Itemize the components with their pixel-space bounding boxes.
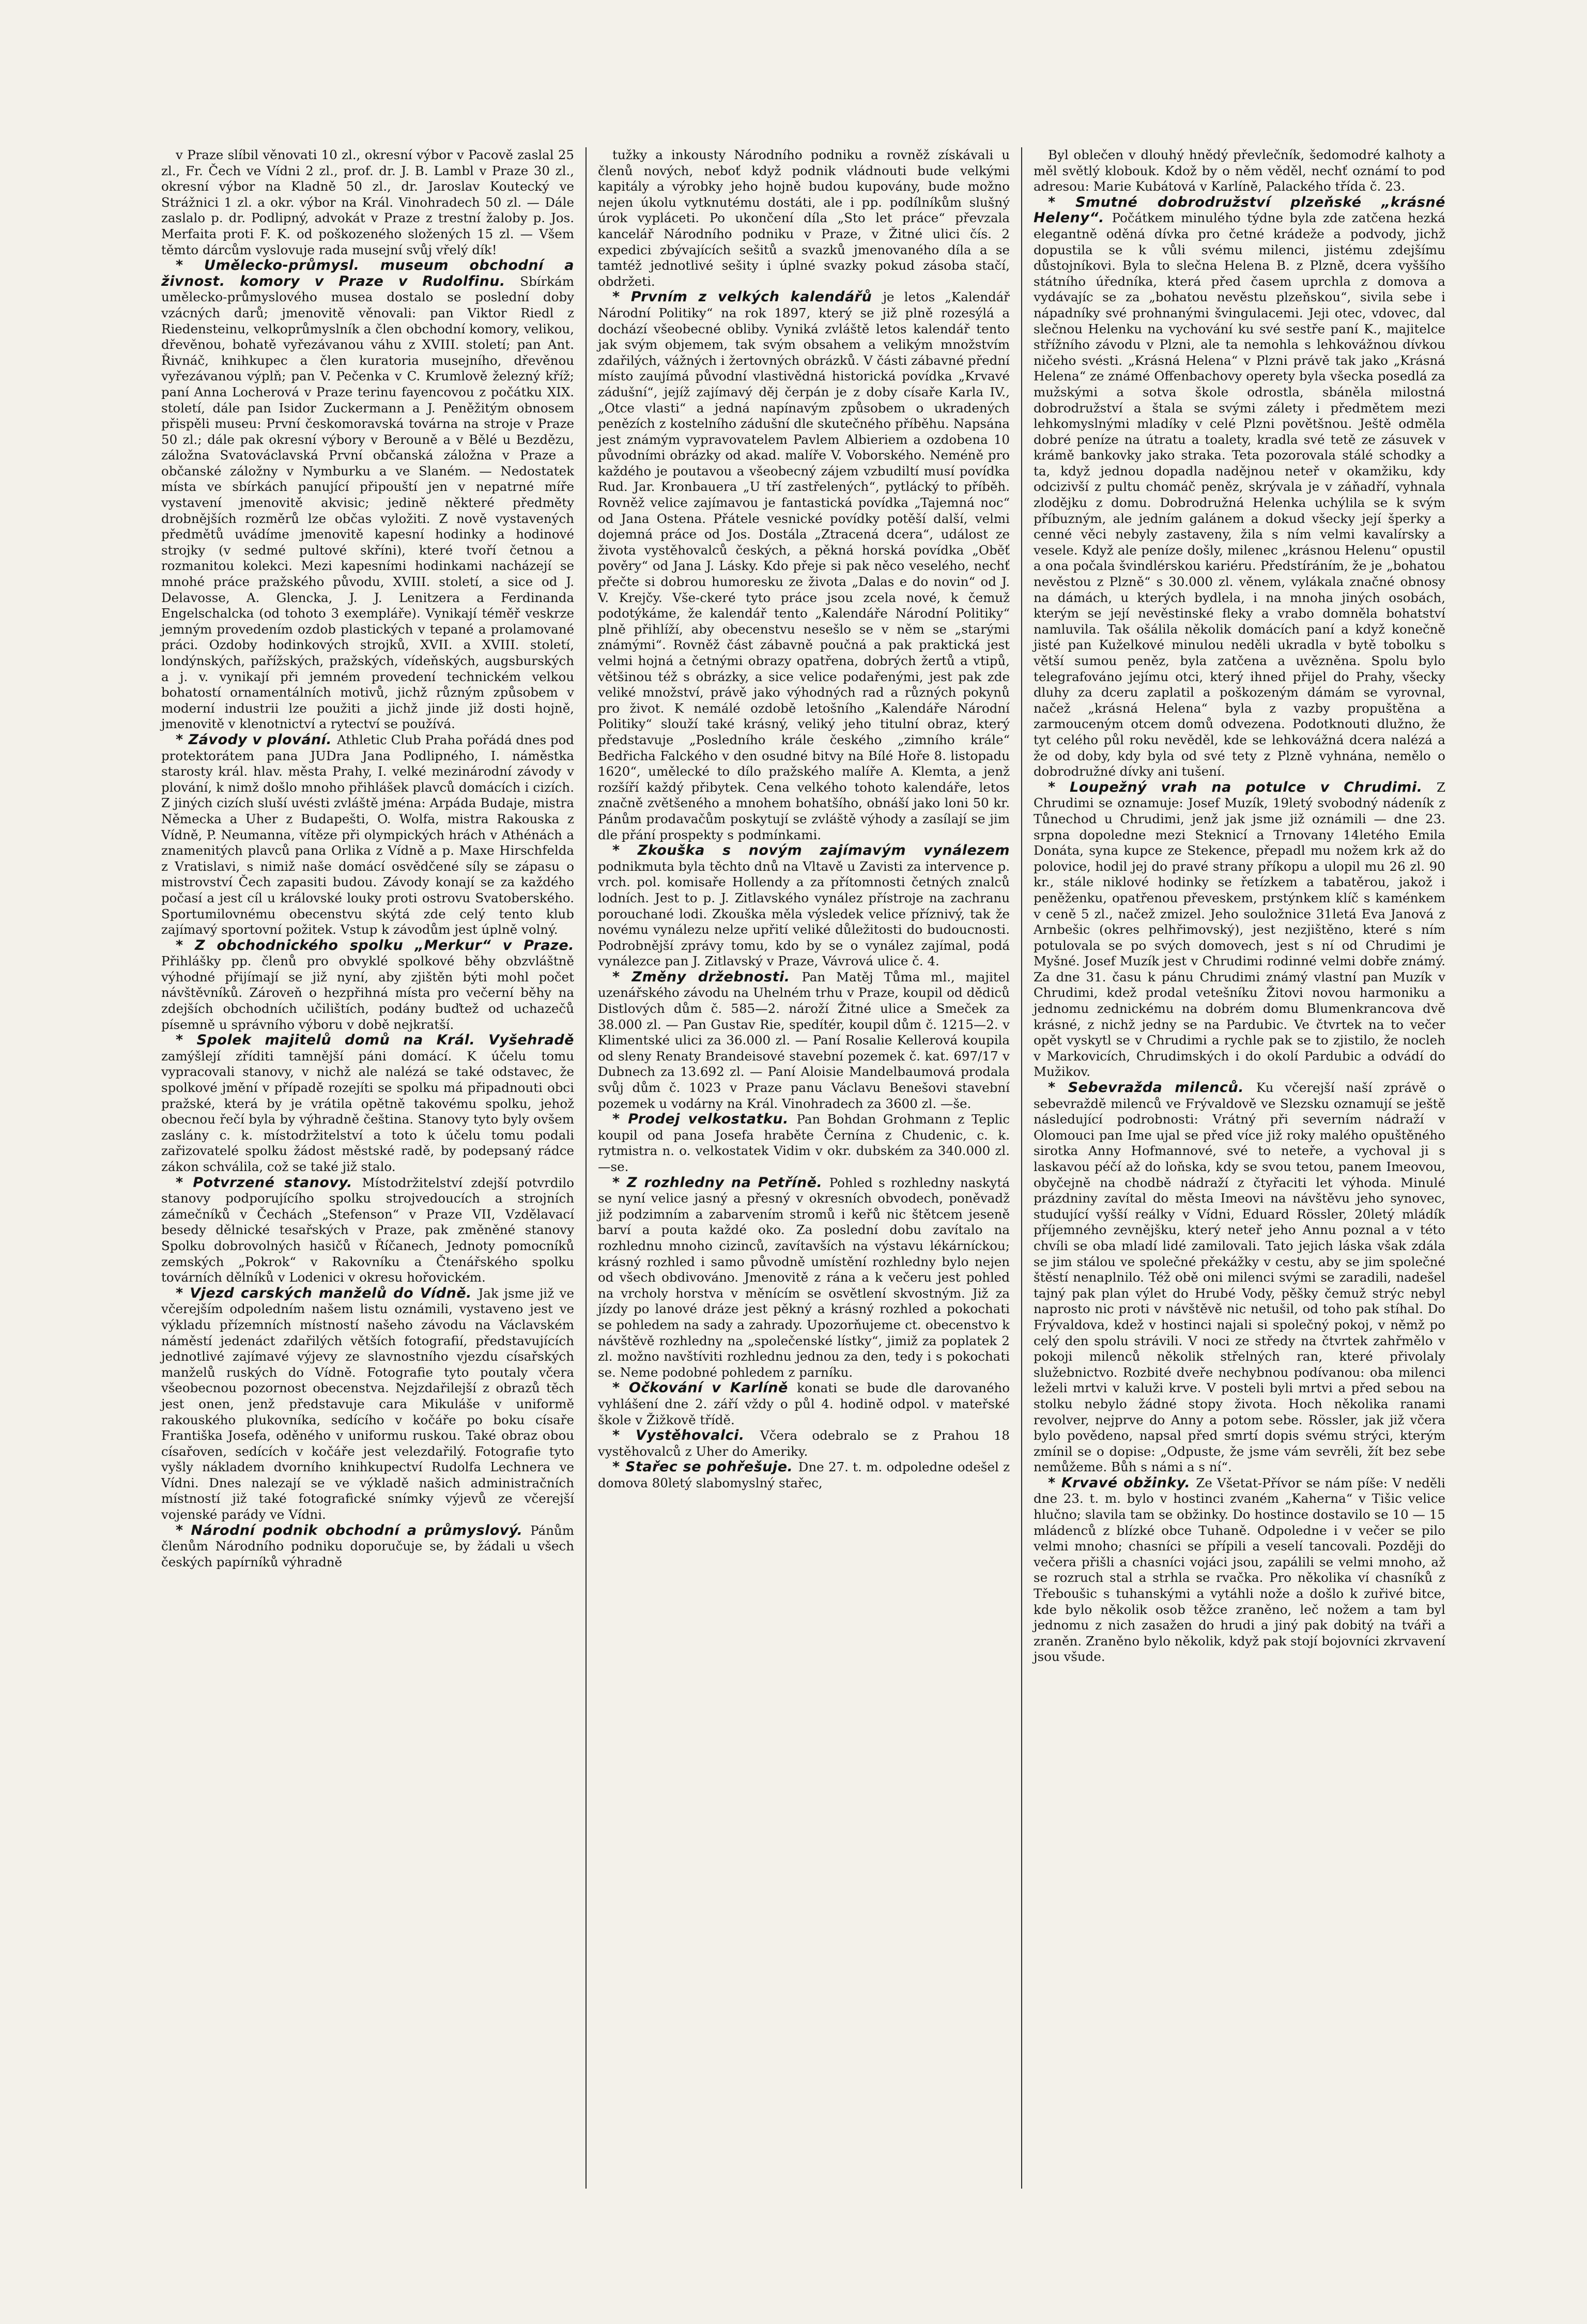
article	[1034, 1080, 1445, 1475]
article-body: Z Chrudimi se oznamuje: Josef Muzík, 19letý svobodný nádeník z Tůnechod u Chrudimi, jenž jak jsme již oznámili — dne 23. srpna dopoledne mezi Steknicí a Trnovany 14letého Emila Donáta, syna kupce ze Stekence, přepadl mu nožem krk až do polovice, hodil jej do pravé strany příkopu a ulopil mu 26 zl. 90 kr., stále niklové hodinky se řetízkem a tabatěrou, jakož i peněženku, opatřenou převeskem, prstýnkem klíč s kaménkem v ceně 5 zl., načež zmizel. Jeho souložnice 31letá Eva Janová z Arnbešic (okres pelhřimovský), jest nezjištěno, které s ním potulovala se po svých domovech, jest s ní od Chrudimi je Myšné. Josef Muzík jest v Chrudimi rodinné velmi dobře známý. Za dne 31. času k pánu Chrudimi známý vlastní pan Muzík v Chrudimi, kdež prodal vetešníku Žitovi novou harmoniku a jednomu zednickému na dobrém domu Blumenkrancova dvě krásné, z nichž jedny se na Pardubic. Ve čtvrtek na to večer opět vyskytl se v Chrudimi a rychle pak se to zjistilo, že nocleh v Markovicích, Chrudimských i do okolí Pardubic a odvádí do Mužikov.	[1034, 779, 1445, 1080]
article	[598, 1459, 1010, 1491]
article-body: Počátkem minulého týdne byla zde zatčena hezká elegantně oděná dívka pro četné krádeže a podvody, jichž dopustila se k vůli svému milenci, jistému zdejšímu důstojníkovi. Byla to slečna Helena B. z Plzně, dcera vyššího státního úředníka, která před časem uprchla z domova a vydávajíc se za „bohatou nevěstu plzeňskou“, sivila sebe i nápadníky své prohnanými švingulacemi. Jeji otec, vdovec, dal slečnou Helenku na vychování ku své sestře paní K., majitelce střížního závodu v Plzni, ale ta nemohla s lehkovážnou dívkou ničeho svésti. „Krásná Helena“ v Plzni právě tak jako „Krásná Helena“ ze známé Offenbachovy operety byla všecka posedlá za mužskými a sotva škole odrostla, sbáněla milostná dobrodružství a štala se svými zálety i předmětem mezi lehkomyslnými mladíky v celé Plzni povětšnou. Ještě odměla dobré peníze na útratu a toalety, kradla své tetě ze zásuvek v krámě bankovky jako straka. Teta pozorovala stálé schodky a ta, když jednou dopadla nadějnou neteř v okamžiku, kdy odcizivší z pultu chomáč peněz, skrývala je v záňadří, vyhnala zlodějku z domu. Dobrodružná Helenka uchýlila se k svým příbuzným, ale jedním galánem a dokud všecky její šperky a cenné věci nebyly zastaveny, žila s ním velmi kavalírsky a vesele. Když ale peníze došly, milenec „krásnou Helenu“ opustil a ona počala švindlérskou kariéru. Předstíráním, že je „bohatou nevěstou z Plzně“ s 30.000 zl. věnem, vylákala značné obnosy na dámách, u kterých bydlela, i na mnoha jiných osobách, kterým se její nevěstinské fleky a vrabo domněla bohatství namluvila. Tak ošálila několik domácích paní a když konečně jisté pan Kuželkové minulou neděli ukradla v bytě tobolku s větší sumou peněz, byla zatčena a uvězněna. Spolu bylo telegrafováno jejímu otci, který ihned přijel do Prahy, všecky dluhy za dceru zaplatil a poškozeným dámám se vyrovnal, načež „krásná Helena“ byla z vazby propuštěna a zarmouceným otcem domů odvezena. Podotknouti dlužno, že tyt celého půl roku nevěděl, kde se lehkovážná dcera nalézá a že od doby, kdy byla od své tety z Plzně vyhnána, nemělo o dobrodružné dívky ani tušení.	[1034, 210, 1445, 779]
article-body: je letos „Kalendář Národní Politiky“ na rok 1897, který se již plně rozesýlá a dochází všeobecné obliby. Vyniká zvláště letos kalendář tento jak svým objemem, tak svým obsahem a velikým množstvím zdařilých, vážných i žertovných obrázků. V části zábavné přední místo zaujímá původní vlastivědná historická povídka „Krvavé zádušní“, jejíž zajímavý děj čerpán je z doby císaře Karla IV., „Otce vlasti“ a jedná napínavým způsobem o ukradených penězích z kostelního zádušní dle skutečného příběhu. Napsána jest známým vypravovatelem Pavlem Albieriem a ozdobena 10 původními obrázky od akad. malíře V. Voborského. Neméně pro každého je poutavou a všeobecný zájem vzbudiltí musí povídka Rud. Jar. Kronbauera „U tří zastřelených“, pytlácký to příběh. Rovněž velice zajímavou je fantastická povídka „Tajemná noc“ od Jana Ostena. Přátele vesnické povídky potěší další, velmi dojemná práce od Jos. Dostála „Ztracená dcera“, událost ze života vystěhovalců českých, a pěkná horská povídka „Oběť pověry“ od Jana J. Lásky. Kdo přeje si pak něco veselého, nechť přečte si dobrou humoresku ze života „Dalas e do novin“ od J. V. Krejčy. Vše-ckeré tyto práce jsou zcela nové, k čemuž podotýkáme, že kalendář tento „Kalendáře Národní Politiky“ plně přihlíží, aby obecenstvu nesešlo se v něm se „starými známými“. Rovněž část zábavně poučná a pak praktická jest velmi hojná a četnými obrazy opatřena, dobrých žertů a vtipů, většinou též s obrázky, a sice velice podařenými, jest pak zde veliké množství, právě jako výhodných rad a různých pokynů pro život. K nemálé ozdobě letošního „Kalendáře Národní Politiky“ slouží také krásný, veliký jeho titulní obraz, který představuje „Posledního krále českého „zimního krále“ Bedřicha Falckého v den osudné bitvy na Bílé Hoře 8. listopadu 1620“, umělecké to dílo pražského malíře A. Klemta, a jenž rozšíří každý přibytek. Cena velkého tohoto kalendáře, letos značně zvětšeného a mnohem bohatšího, obnáší jako loni 50 kr. Pánům prodavačům poskytují se zvláště výhody a zasílají se jim dle přání prospekty s podmínkami.	[598, 289, 1010, 842]
article-heading: * Sebevražda milenců.	[1048, 1080, 1256, 1096]
article-heading: * Vystěhovalci.	[612, 1427, 760, 1444]
article-body: Dne 27. t. m. odpoledne odešel z domova 80letý slabomyslný stařec,	[598, 1459, 1010, 1490]
article-body: v Praze slíbil věnovati 10 zl., okresní výbor v Pacově zaslal 25 zl., Fr. Čech ve Vídni 2 zl., prof. dr. J. B. Lambl v Praze 30 zl., okresní výbor na Kladně 50 zl., dr. Jaroslav Koutecký ve Strážnici 1 zl. a okr. výbor na Král. Vinohradech 50 zl. — Dále zaslalo p. dr. Podlipný, advokát v Praze z trestní žaloby p. Jos. Merfaita proti F. K. od poškozeného složených 15 zl. — Všem těmto dárcům vyslovuje rada musejní svůj vřelý dík!	[161, 147, 574, 257]
article-body: Jak jsme již ve včerejším odpoledním našem listu oznámili, vystaveno jest ve výkladu přízemních místností našeho závodu na Václavském náměstí jedenáct zdařilých větších fotografií, představujících jednotlivé zajímavé výjevy ze slavnostního vjezdu císařských manželů ruských do Vídně. Fotografie tyto poutaly včera všeobecnou pozornost obecenstva. Nejzdařilejší z obrazů těch jest onen, jenž představuje cara Mikuláše v uniformě rakouského plukovníka, sedícího v kočáře po boku císaře Františka Josefa, oděného v uniformu ruskou. Také obraz obou císařoven, sedících v kočáře jest velezdařilý. Fotografie tyto vyšly nákladem dvorního knihkupectví Rudolfa Lechnera ve Vídni. Dnes nalezají se ve výkladě našich administračních místností již také fotografické snímky výjevů ze včerejší vojenské parády ve Vídni.	[161, 1285, 574, 1522]
article-body: Ku včerejší naší zprávě o sebevraždě milenců ve Frývaldově ve Slezsku oznamují se ještě následující podrobnosti: Vrátný při severním nádraží v Olomouci pan Ime ujal se před více již roky malého opuštěného sirotka Anny Hofmannové, své to neteře, a vychoval ji s laskavou péčí až do loňska, kdy se svou tetou, panem Imeovou, obyčejně na chodbě nádraží z čtyřaciti let výhoda. Minulé prázdniny zavítal do města Imeovi na návštěvu jeho synovec, studující vyšší reálky v Vídni, Eduard Rössler, 20letý mládík příjemného zevnějšku, který neteř jeho Annu poznal a v této chvíli se oba mladí lidé zamilovali. Tato jejich láska však zdála se jim stálou ve společné překážky v cestu, aby se jim společné štěstí nenaplnilo. Též obě oni milenci svými se zaradili, nadešel tajný pak plan výlet do Hrubé Vody, pěšky čemuž strýc nebyl naprosto nic proti v návštěvě nic netušil, od toho pak stíhal. Do Frývaldova, kdež v hostinci najali si společný pokoj, v němž po celý den spolu strávili. V noci ze středy na čtvrtek zahřmělo v pokoji milenců několik střelných ran, které přivolaly služebnictvo. Rozbité dveře nechybnou podívanou: oba milenci leželi mrtvi v kaluži krve. V posteli byli mrtvi a před sebou na stolku nebylo žádné stopy života. Hoch několika ranami revolver, nejprve do Anny a potom sebe. Rössler, jak již včera bylo povědeno, napsal před smrtí dopis svému strýci, kterým zmínil se o dopise: „Odpuste, že jsme vám sevrěli, žít bez sebe nemůžeme. Bůh s námi a s ní“.	[1034, 1080, 1445, 1475]
article-body: Přihlášky pp. členů pro obvyklé spolkové běhy obzvláštně výhodné přijímají se již nyní, aby zjištěn býti mohl počet návštěvníků. Zároveň o hezpřihná místa pro večerní běhy na zdejších obchodních učilištích, podány buďtež od uchazečů písemně u správního výboru v době nejkratší.	[161, 953, 574, 1032]
article-body: Athletic Club Praha pořádá dnes pod protektorátem pana JUDra Jana Podlipného, I. náměstka starosty král. hlav. města Prahy, I. velké mezinárodní závody v plování, k nimž došlo mnoho přihlášek plavců domácích i cizích. Z jiných cizích sluší uvésti zvláště jména: Arpáda Budaje, mistra Německa a Uher z Budapešti, O. Wolfa, mistra Rakouska z Vídně, P. Neumanna, vítěze při olympických hrách v Athénách a znamenitých plavců pana Orlika z Vídně a p. Maxe Hirschfelda z Vratislavi, s nimiž naše domácí osvědčené síly se zápasu o mistrovství Čech zapasiti budou. Závody konají se za každého počasí a jest cíl u královské louky proti ostrovu Svatoberského. Sportumilovnému obecenstvu skýtá zde celý tento klub zajímavý sportovní požitek. Vstup k závodům jest úplně volný.	[161, 732, 574, 937]
article-body: konati se bude dle darovaného vyhlášení dne 2. září vždy o půl 4. hodině odpol. v mateřské škole v Žižkově třídě.	[598, 1380, 1010, 1427]
article	[161, 1523, 574, 1571]
article-heading: * Spolek majitelů domů na Král. Vyšehradě	[176, 1032, 574, 1049]
article	[161, 938, 574, 1033]
article-body: Místodržitelství zdejší potvrdilo stanovy podporujícího spolku strojvedoucích a strojních zámečníků v Čechách „Stefenson“ v Praze VII, Vzdělavací besedy dělnické tesařských v Praze, pak změněné stanovy Spolku dobrovolných hasičů v Říčanech, Jednoty pomocníků zemských „Pokrok“ v Rakovníku a Čtenářského spolku továrních dělníků v Lodenici v okresu hořovickém.	[161, 1175, 574, 1285]
article-heading: * Vjezd carských manželů do Vídně.	[176, 1285, 479, 1301]
article-heading: * Prodej velkostatku.	[612, 1111, 797, 1128]
article	[161, 1175, 574, 1286]
column-right	[1021, 147, 1457, 2189]
article-heading: * Loupežný vrah na potulce v Chrudimi.	[1048, 779, 1437, 795]
article-heading: * Krvavé obžinky.	[1048, 1474, 1196, 1491]
article	[598, 147, 1010, 289]
article	[1034, 780, 1445, 1080]
article-body: Pánům členům Národního podniku doporučuje se, by žádali u všech českých papírníků výhradně	[161, 1522, 574, 1569]
article-heading: * Z obchodnického spolku „Merkur“ v Praze.	[176, 937, 574, 953]
article-heading: * Stařec se pohřešuje.	[612, 1459, 798, 1475]
column-left	[150, 147, 586, 2189]
article-body: Pan Bohdan Grohmann z Teplic koupil od pana Josefa hraběte Černína z Chudenic, c. k. rytmistra n. o. velkostatek Vidim v okr. dubském za 340.000 zl. —se.	[598, 1112, 1010, 1174]
article	[1034, 147, 1445, 195]
article-body: Pan Matěj Tůma ml., majitel uzenářského závodu na Uhelném trhu v Praze, koupil od dědiců Distlových dům č. 585—2. nároží Žitné ulice a Smeček za 38.000 zl. — Pan Gustav Rie, spedítér, koupil dům č. 1215—2. v Klimentské ulici za 36.000 zl. — Paní Rosalie Kellerová koupila od sleny Renaty Brandeisové stavební pozemek č. kat. 697/17 v Dubnech za 13.692 zl. — Paní Aloisie Mandelbaumová prodala svůj dům č. 1023 v Praze panu Václavu Benešovi stavební pozemek u vodárny na Král. Vinohradech za 3600 zl. —še.	[598, 969, 1010, 1111]
article-body: Sbírkám umělecko-průmyslového musea dostalo se poslední doby vzácných darů; jmenovitě věnovali: pan Viktor Riedl z Riedensteinu, velkoprůmyslník a člen obchodní komory, velikou, dřevěnou, bohatě vyřezávanou váhu z XVIII. století; pan Ant. Řivnáč, knihkupec a člen kuratoria musejního, dřevěnou vyřezávanou výplň; pan V. Pečenka v C. Krumlově železný kříž; paní Anna Locherová v Praze terinu fayencovou z počátku XIX. století, dále pan Isidor Zuckermann a J. Peněžitým obnosem přispěli museu: První českomoravská továrna na stroje v Praze 50 zl.; dále pak okresní výbory v Berouně a v Bělé u Bezdězu, záložna Svatováclavská První občanská záložna v Praze a občanské záložny v Nymburku a ve Slaném. — Nedostatek místa ve sbírkách panující připouští jen v nepatrné míře vystavení jmenovitě akvisic; jedině některé předměty drobnějších rozměrů lze občas vyložiti. Z nově vystavených předmětů uvádíme jmenovitě kapesní hodinky a hodinové strojky (v sedmé pultové skříni), které tvoří četnou a rozmanitou kolekci. Mezi kapesními hodinkami nacházejí se mnohé práce pražského původu, XVIII. století, a sice od J. Delavosse, A. Glencka, J. J. Lenitzera a Ferdinanda Engelschalcka (od tohoto 3 exempláře). Vynikají téměř veskrze jemným provedením ozdob plastických v tepané a prolamované práci. Ozdoby hodinkových strojků, XVII. a XVIII. století, londýnských, pařížských, pražských, vídeňských, augsburských a j. v. vynikají při jemném provedení technickém velkou bohatostí ornamentálních motivů, jichž různým způsobem v moderní industrii lze použiti a jichž jinde již dosti hojně, jmenovitě v klenotnictví a rytectví se používá.	[161, 273, 574, 732]
article-body: Včera odebralo se z Prahou 18 vystěhovalců z Uher do Ameriky.	[598, 1428, 1010, 1459]
article-body: tužky a inkousty Národního podniku a rovněž získávali u členů nových, neboť když podnik vládnouti bude velkými kapitály a výrobky jeho hojně budou kupovány, bude možno nejen úkolu vytknutému dostáti, ale i pp. podílníkům slušný úrok vypláceti. Po ukončení díla „Sto let práce“ převzala kancelář Národního podniku v Praze, v Žitné ulici čís. 2 expedici zbývajících sešitů a svazků jmenovaného díla a se tamtéž jednotlivé sešity i úplné svazky pokud zásoba stačí, obdržeti.	[598, 147, 1010, 289]
article-heading: * Umělecko-průmysl. museum obchodní a živnost. komory v Praze v Rudolfinu.	[161, 257, 574, 289]
article-heading: * Zkouška s novým zajímavým vynálezem	[612, 842, 1010, 859]
article	[1034, 195, 1445, 780]
column-middle	[586, 147, 1021, 2189]
article	[598, 1428, 1010, 1459]
article	[598, 1380, 1010, 1428]
article	[598, 289, 1010, 843]
article	[161, 258, 574, 732]
article	[1034, 1475, 1445, 1665]
article-heading: * Očkování v Karlíně	[612, 1380, 797, 1396]
article	[161, 1286, 574, 1523]
article-heading: * Z rozhledny na Petříně.	[612, 1174, 829, 1191]
article-body: zamýšlejí zříditi tamnější páni domácí. K účelu tomu vypracovali stanovy, v nichž ale nalézá se také odstavec, že spolkové jmění v případě rozejíti se spolku má připadnouti obci pražské, která by je vrátila opětně takovému spolku, jehož obecnou řečí byla by výhradně čeština. Stanovy tyto byly ovšem zaslány c. k. místodržitelství a toto k účelu tomu podali zařizovatelé spolku žádost městské radě, by podepsaný rádce zákon schválila, což se také již stalo.	[161, 1048, 574, 1174]
article-body: Pohled s rozhledny naskytá se nyní velice jasný a přesný v okresních obvodech, poněvadž již podzimním a zabarvením stromů i keřů nic štětcem jeseně barví a pouta každé oko. Za poslední dobu zavítalo na rozhlednu mnoho cizinců, zavítavších na výstavu lékárníckou; krásný rozhled i samo původně umístění rozhledny bylo nejen od všech obdivováno. Jmenovitě z rána a k večeru jest pohled na vrcholy horstva v měnícím se osvětlení skvostným. Již za jízdy po lanové dráze jest pěkný a krásný rozhled a pokochati se pohledem na sady a zahrady. Upozorňujeme ct. obecenstvo k návštěvě rozhledny na „společenské lístky“, jimiž za poplatek 2 zl. možno navštíviti rozhlednu jednou za den, tedy i s pokochati se. Neme podobné pohledem z parníku.	[598, 1175, 1010, 1380]
article-body: Byl oblečen v dlouhý hnědý převlečník, šedomodré kalhoty a měl světlý klobouk. Kdož by o něm věděl, nechť oznámí to pod adresou: Marie Kubátová v Karlíně, Palackého třída č. 23.	[1034, 147, 1445, 194]
article-body: Ze Všetat-Přívor se nám píše: V neděli dne 23. t. m. bylo v hostinci zvaném „Kaherna“ v Tišic velice hlučno; slavila tam se obžinky. Do hostince dostavilo se 10 — 15 mládenců z blízké obce Tuhaně. Odpoledne i v večer se pilo velmi mnoho; chasníci se přípili a veselí tancovali. Později do večera přišli a chasníci vojáci jsou, zapálili se velmi mnoho, až se rozruch stal a strhla se rvačka. Pro několika ví chasníků z Třeboušic s tuhanskými a vytáhli nože a došlo k zuřivé bitce, kde bylo několik osob těžce zraněno, leč nožem a tam byl jednomu z nich zasažen do hrudi a jiný pak dobitý na tváři a zraněn. Zraněno bylo několik, když pak stojí bojovníci zkrvavení jsou všude.	[1034, 1475, 1445, 1665]
newspaper-page	[150, 147, 1457, 2189]
article	[598, 843, 1010, 969]
article	[598, 1175, 1010, 1381]
article-heading: * Potvrzené stanovy.	[176, 1174, 362, 1191]
article	[598, 969, 1010, 1112]
article-heading: * Změny držebnosti.	[612, 968, 802, 985]
article	[161, 147, 574, 258]
article-heading: * Závody v plování.	[176, 731, 337, 748]
article-body: podnikmuta byla těchto dnů na Vltavě u Zavisti za intervence p. vrch. pol. komisaře Hollendy a za přítomnosti četných znalců lodních. Jest to p. J. Zitlavského vynález přístroje na zachranu porouchané lodi. Zkouška měla výsledek velice příznivý, tak že novému vynálezu nelze upřití veliké důležitosti do budoucnosti. Podrobnější zprávy tomu, kdo by se o vynález zajímal, podá vynálezce pan J. Zitlavský v Praze, Vávrová ulice č. 4.	[598, 858, 1010, 969]
article-heading: * Smutné dobrodružství plzeňské „krásné Heleny“.	[1034, 194, 1445, 226]
article-heading: * Prvním z velkých kalendářů	[612, 289, 883, 305]
article	[161, 732, 574, 938]
article-heading: * Národní podnik obchodní a průmyslový.	[176, 1522, 531, 1538]
article	[598, 1112, 1010, 1175]
article	[161, 1033, 574, 1175]
